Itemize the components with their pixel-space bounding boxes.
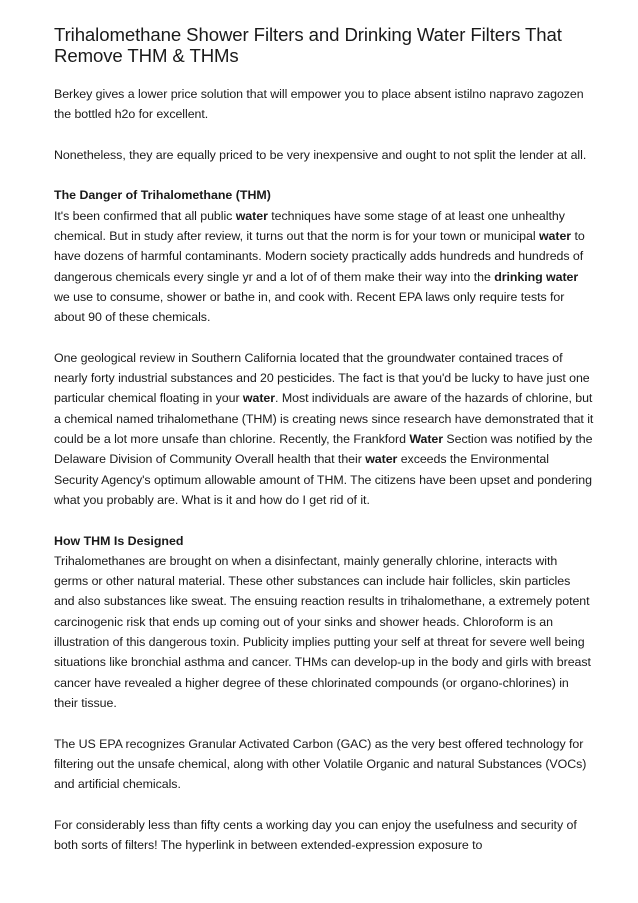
bold-term: drinking water xyxy=(494,269,579,284)
bold-term: water xyxy=(242,391,276,406)
section-heading-how-thm: How THM Is Designed xyxy=(54,533,184,548)
text-run: Section was notified by the Delaware Division of Community Overall health that their xyxy=(54,432,593,467)
text-run: It's been confirmed that all public xyxy=(54,208,236,223)
how-thm-paragraph-1: Trihalomethanes are brought on when a disinfectant, mainly generally chlorine, interacts with germs or other natural material. These other substances can include hair follicles, skin particles and also substances like sweat. The ensuing reaction results in trihalomethane, a extremely potent carcinogenic risk that ends up coming out of your sinks and shower heads. Chloroform is an illustration of this dangerous toxin. Publicity implies putting your self at threat for severe well being situations like bronchial asthma and cancer. THMs can develop-up in the body and girls with breast cancer have revealed a higher degree of these chlorinated compounds (or organo-chlorines) in their tissue. xyxy=(54,553,591,710)
how-thm-paragraph-2: The US EPA recognizes Granular Activated Carbon (GAC) as the very best offered technology for filtering out the unsafe chemical, along with other Volatile Organic and natural Substances (VOCs) and artificial chemicals. xyxy=(54,736,587,792)
bold-term: Water xyxy=(409,432,444,447)
how-thm-paragraph-3: For considerably less than fifty cents a working day you can enjoy the usefulness and security of both sorts of filters! The hyperlink in between extended-expression exposure to xyxy=(54,817,577,852)
text-run: One geological review in Southern California located that the groundwater contained traces of nearly forty industrial substances and 20 pesticides. The fact is that you'd be lucky to have just one particular chemical floating in your xyxy=(54,350,590,406)
page-title: Trihalomethane Shower Filters and Drinking Water Filters That Remove THM & THMs xyxy=(54,24,562,66)
text-run: we use to consume, shower or bathe in, and cook with. Recent EPA laws only require tests for about 90 of these chemicals. xyxy=(54,289,565,325)
danger-paragraph-1 xyxy=(54,206,594,328)
bold-term: water xyxy=(365,452,398,467)
text-run: exceeds the Environmental Security Agency's optimum allowable amount of THM. The citizens have been upset and pondering what you probably are. What is it and how do I get rid of it. xyxy=(54,452,592,507)
bold-term: water xyxy=(235,208,268,223)
text-run: techniques have some stage of at least one unhealthy chemical. But in study after review, it turns out that the norm is for your town or municipal xyxy=(54,208,565,244)
bold-term: water xyxy=(538,229,572,244)
danger-paragraph-2 xyxy=(54,348,594,510)
text-run: . Most individuals are aware of the hazards of chlorine, but a chemical named trihalomethane (THM) is creating news since research have demonstrated that it could be a lot more unsafe than chlorine. Recently, the Frankford xyxy=(54,391,594,447)
document-page xyxy=(54,24,594,876)
text-run: to have dozens of harmful contaminants. Modern society practically adds hundreds and hundreds of dangerous chemicals every single yr and a lot of of them make their way into the xyxy=(54,229,585,284)
intro-paragraph-1: Berkey gives a lower price solution that will empower you to place absent istilno napravo zagozen the bottled h2o for excellent. xyxy=(54,87,584,122)
section-heading-danger: The Danger of Trihalomethane (THM) xyxy=(54,188,271,203)
intro-paragraph-2: Nonetheless, they are equally priced to be very inexpensive and ought to not split the lender at all. xyxy=(54,147,587,162)
